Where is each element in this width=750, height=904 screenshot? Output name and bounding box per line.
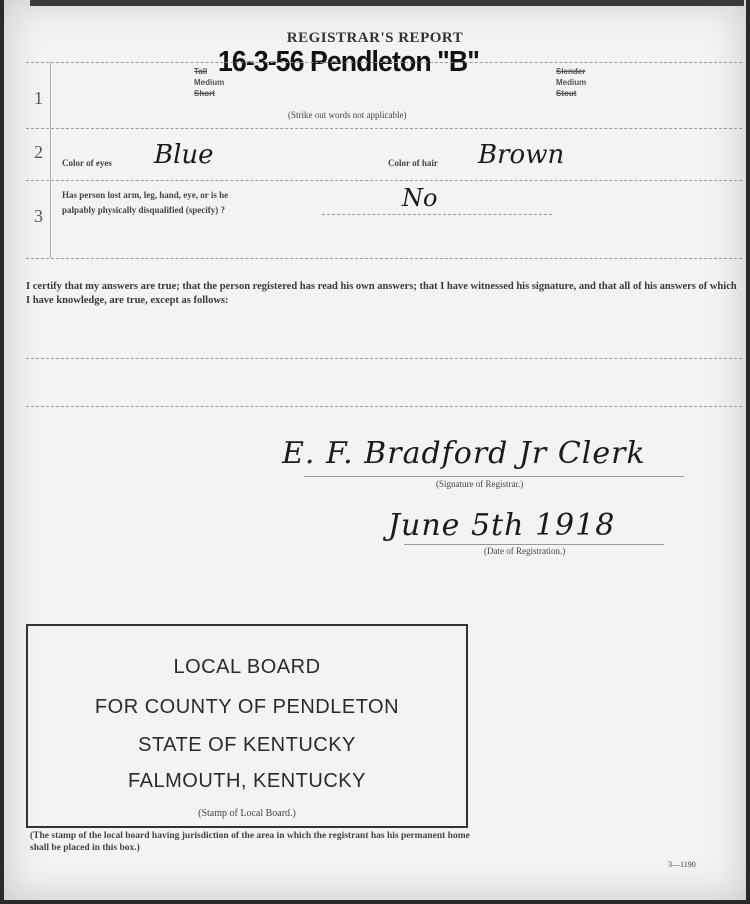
eye-color-value: Blue [154,140,214,170]
registrar-signature: E. F. Bradford Jr Clerk [282,436,646,471]
exceptions-line [26,406,742,407]
answer-line [322,214,552,215]
form-number: 3—1190 [668,860,696,869]
stamp-line-1: LOCAL BOARD [173,656,321,678]
row-divider [26,180,742,181]
build-option-tall: Tall [194,67,208,76]
build-options-right [556,66,586,99]
row-number-3: 3 [34,206,43,226]
column-divider [50,62,51,258]
build-option-medium: Medium [194,78,225,87]
row-divider [26,258,742,259]
build-option-short: Short [194,89,215,98]
disqualified-value: No [402,184,438,212]
report-title: REGISTRAR'S REPORT [286,30,464,46]
build-option-stout: Stout [556,89,577,98]
stamp-line-3: STATE OF KENTUCKY [138,734,356,756]
eye-color-label: Color of eyes [62,158,112,168]
hair-color-value: Brown [478,140,565,170]
disqualified-label-line-1: Has person lost arm, leg, hand, eye, or is he [62,190,229,200]
row-divider [26,128,742,129]
registration-date: June 5th 1918 [388,508,616,543]
row-divider [26,62,742,63]
registration-card [4,0,746,900]
disqualified-label-line-2: palpably physically disqualified (specify) ? [62,205,226,215]
signature-caption: (Signature of Registrar.) [436,479,524,489]
row-number-2: 2 [34,142,43,162]
serial-stamp: 16-3-56 Pendleton "B" [218,46,479,78]
stamp-footnote: (The stamp of the local board having jurisdiction of the area in which the registrant has his permanent home shall be placed in this box.) [30,831,470,853]
strike-note: (Strike out words not applicable) [288,110,407,120]
exceptions-line [26,358,742,359]
stamp-line-4: FALMOUTH, KENTUCKY [128,770,366,792]
signature-line [304,476,684,477]
stamp-line-2: FOR COUNTY OF PENDLETON [94,696,400,718]
card-top-edge [30,0,744,6]
local-board-stamp-box [26,624,468,828]
build-option-slender: Slender [556,67,586,76]
certification-text: I certify that my answers are true; that the person registered has read his own answers; that I have witnessed his signature, and that all of his answers of which I have knowledge, are true, except as follows: [26,281,737,306]
stamp-caption: (Stamp of Local Board.) [198,808,296,819]
build-option-medium-right: Medium [556,78,587,87]
date-caption: (Date of Registration.) [484,546,566,556]
hair-color-label: Color of hair [388,158,438,168]
row-number-1: 1 [34,88,43,108]
date-line [404,544,664,545]
